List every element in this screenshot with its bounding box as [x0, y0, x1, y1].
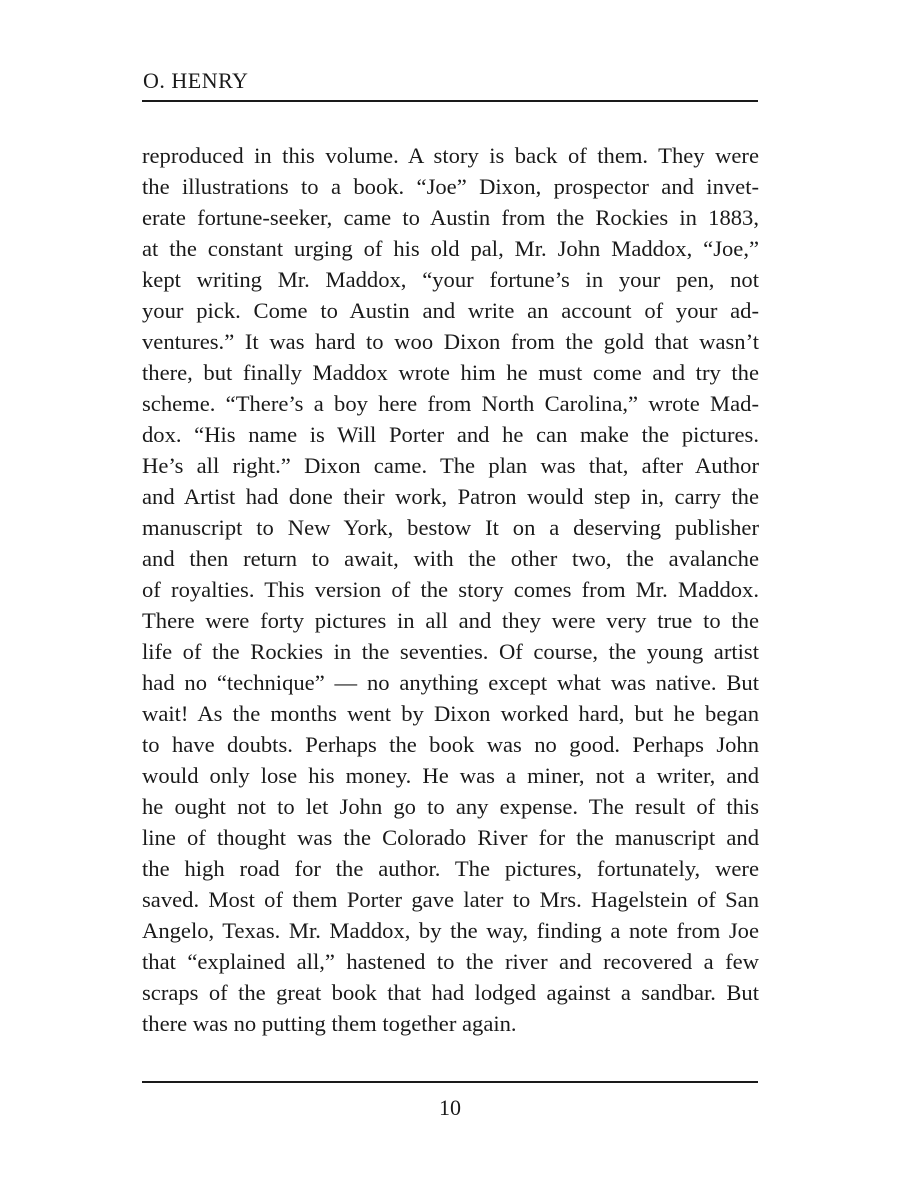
text-line: he ought not to let John go to any expense. The result of this	[142, 794, 759, 819]
text-line: dox. “His name is Will Porter and he can make the pictures.	[142, 422, 759, 447]
text-line: scraps of the great book that had lodged against a sandbar. But	[142, 980, 759, 1005]
text-line: the illustrations to a book. “Joe” Dixon, prospector and invet-	[142, 174, 759, 199]
page-number: 10	[439, 1095, 461, 1120]
text-line: and Artist had done their work, Patron would step in, carry the	[142, 484, 759, 509]
text-line: there, but finally Maddox wrote him he must come and try the	[142, 360, 759, 385]
text-line: at the constant urging of his old pal, Mr. John Maddox, “Joe,”	[142, 236, 759, 261]
text-line: manuscript to New York, bestow It on a deserving publisher	[142, 515, 759, 540]
text-line: of royalties. This version of the story comes from Mr. Maddox.	[142, 577, 759, 602]
text-line: There were forty pictures in all and they were very true to the	[142, 608, 759, 633]
text-line: the high road for the author. The pictures, fortunately, were	[142, 856, 759, 881]
text-line: reproduced in this volume. A story is back of them. They were	[142, 143, 759, 168]
body-text	[142, 140, 759, 1039]
text-line: and then return to await, with the other two, the avalanche	[142, 546, 759, 571]
text-line: that “explained all,” hastened to the river and recovered a few	[142, 949, 759, 974]
text-line: saved. Most of them Porter gave later to Mrs. Hagelstein of San	[142, 887, 759, 912]
text-line: to have doubts. Perhaps the book was no good. Perhaps John	[142, 732, 759, 757]
text-line: Angelo, Texas. Mr. Maddox, by the way, finding a note from Joe	[142, 918, 759, 943]
text-line: He’s all right.” Dixon came. The plan was that, after Author	[142, 453, 759, 478]
text-line: had no “technique” — no anything except what was native. But	[142, 670, 759, 695]
text-line: line of thought was the Colorado River for the manuscript and	[142, 825, 759, 850]
text-line: wait! As the months went by Dixon worked hard, but he began	[142, 701, 759, 726]
text-line: ventures.” It was hard to woo Dixon from the gold that wasn’t	[142, 329, 759, 354]
text-line: erate fortune-seeker, came to Austin from the Rockies in 1883,	[142, 205, 759, 230]
text-line: scheme. “There’s a boy here from North Carolina,” wrote Mad-	[142, 391, 759, 416]
footer-rule	[142, 1081, 758, 1083]
running-head: O. HENRY	[143, 68, 249, 93]
text-line: kept writing Mr. Maddox, “your fortune’s in your pen, not	[142, 267, 759, 292]
text-line: would only lose his money. He was a miner, not a writer, and	[142, 763, 759, 788]
text-line: your pick. Come to Austin and write an account of your ad-	[142, 298, 759, 323]
text-line: life of the Rockies in the seventies. Of course, the young artist	[142, 639, 759, 664]
text-line: there was no putting them together again.	[142, 1011, 517, 1036]
header-rule	[142, 100, 758, 102]
